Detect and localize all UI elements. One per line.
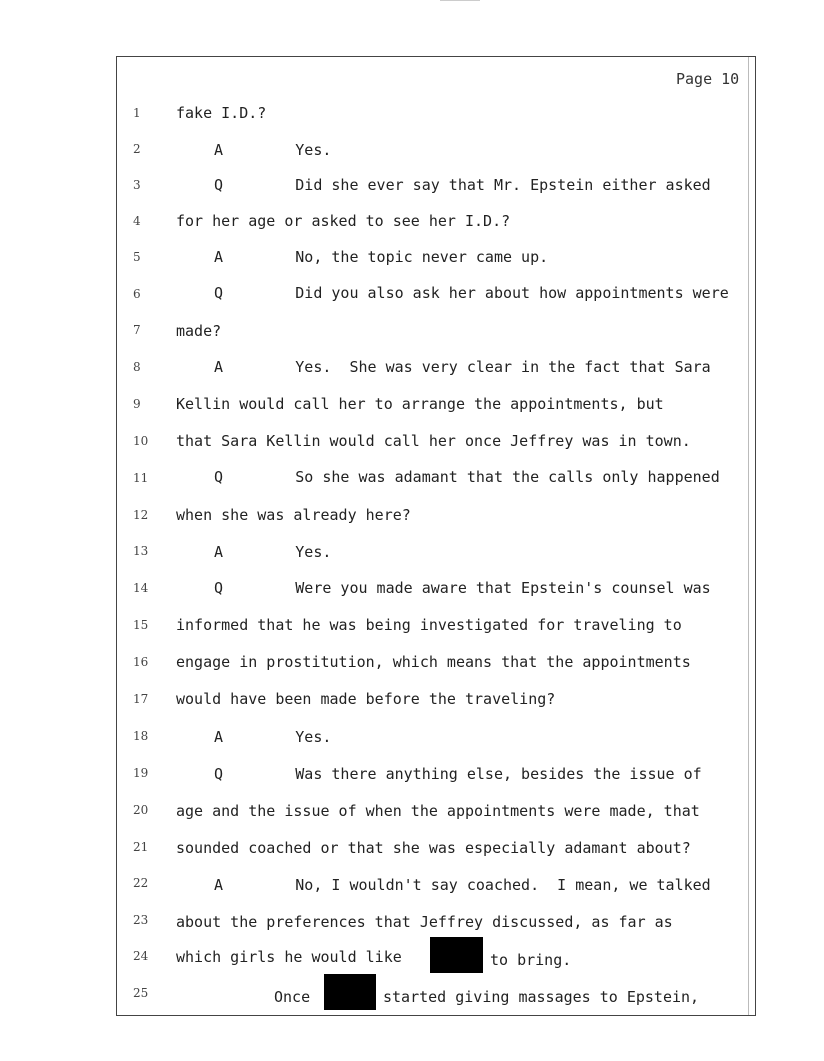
transcript-line: for her age or asked to see her I.D.?	[176, 212, 511, 230]
line-number: 22	[133, 876, 149, 890]
transcript-line: A Yes.	[214, 728, 332, 746]
line-number: 8	[133, 360, 141, 374]
transcript-line: age and the issue of when the appointments were made, that	[176, 802, 700, 820]
transcript-line: Q Was there anything else, besides the issue of	[214, 765, 702, 783]
scan-artifact	[440, 0, 480, 4]
transcript-line: would have been made before the traveling?	[176, 690, 556, 708]
transcript-line: A Yes. She was very clear in the fact that Sara	[214, 358, 711, 376]
line-number: 19	[133, 766, 149, 780]
line-number: 9	[133, 397, 141, 411]
line-number: 16	[133, 655, 149, 669]
transcript-line: Once	[274, 988, 311, 1006]
transcript-line: A Yes.	[214, 141, 332, 159]
line-number: 7	[133, 323, 141, 337]
transcript-line: informed that he was being investigated for traveling to	[176, 616, 682, 634]
transcript-line: sounded coached or that she was especially adamant about?	[176, 839, 691, 857]
frame-inner-border	[748, 57, 749, 1015]
line-number: 20	[133, 803, 149, 817]
line-number: 10	[133, 434, 149, 448]
line-number: 5	[133, 250, 141, 264]
redaction-box	[324, 974, 376, 1010]
transcript-line: Q Did you also ask her about how appointments were	[214, 284, 729, 302]
line-number: 13	[133, 544, 149, 558]
line-number: 24	[133, 949, 149, 963]
line-number: 25	[133, 986, 149, 1000]
transcript-line: Q So she was adamant that the calls only happened	[214, 468, 720, 486]
transcript-line: Kellin would call her to arrange the appointments, but	[176, 395, 664, 413]
line-number: 4	[133, 214, 141, 228]
line-number: 14	[133, 581, 149, 595]
transcript-line: Q Did she ever say that Mr. Epstein either asked	[214, 176, 711, 194]
transcript-line: made?	[176, 322, 222, 340]
line-number: 3	[133, 178, 141, 192]
transcript-line: started giving massages to Epstein,	[383, 988, 700, 1006]
line-number: 23	[133, 913, 149, 927]
line-number: 6	[133, 287, 141, 301]
line-number: 21	[133, 840, 149, 854]
transcript-line: engage in prostitution, which means that the appointments	[176, 653, 691, 671]
line-number: 1	[133, 106, 141, 120]
transcript-line: about the preferences that Jeffrey discussed, as far as	[176, 913, 673, 931]
transcript-line: Q Were you made aware that Epstein's counsel was	[214, 579, 711, 597]
line-number: 11	[133, 471, 149, 485]
transcript-line: to bring.	[490, 951, 572, 969]
page-number: Page 10	[676, 70, 740, 88]
line-number: 12	[133, 508, 149, 522]
transcript-line: when she was already here?	[176, 506, 411, 524]
transcript-line: A Yes.	[214, 543, 332, 561]
transcript-line: fake I.D.?	[176, 104, 267, 122]
page-frame	[116, 56, 756, 1016]
line-number: 18	[133, 729, 149, 743]
transcript-line: A No, the topic never came up.	[214, 248, 549, 266]
transcript-line: which girls he would like	[176, 948, 402, 966]
line-number: 17	[133, 692, 149, 706]
transcript-line: that Sara Kellin would call her once Jeffrey was in town.	[176, 432, 691, 450]
line-number: 15	[133, 618, 149, 632]
line-number: 2	[133, 142, 141, 156]
transcript-line: A No, I wouldn't say coached. I mean, we talked	[214, 876, 711, 894]
redaction-box	[430, 937, 483, 973]
